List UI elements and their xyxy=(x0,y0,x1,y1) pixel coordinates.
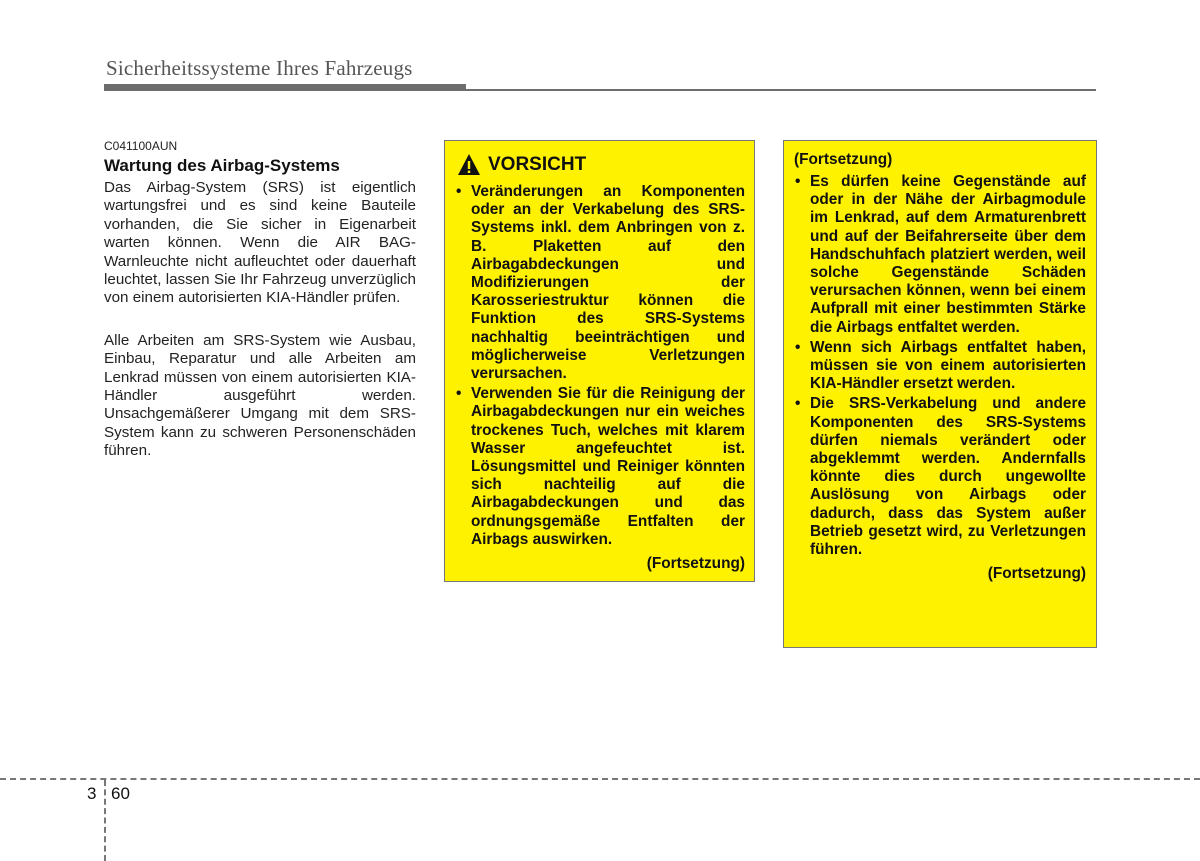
warning-triangle-icon xyxy=(457,153,481,177)
footer-vertical-divider xyxy=(104,780,106,861)
caution-box xyxy=(444,140,755,582)
section-body xyxy=(104,179,416,485)
page-number: 60 xyxy=(111,784,130,803)
section-paragraph: Das Airbag-System (SRS) ist eigentlich wartungsfrei und es sind keine Bauteile vorhanden, die Sie sicher in Eigenarbeit warten können. Wenn die AIR BAG-Warnleuchte nicht aufleuchtet oder dauerhaft leuchtet, lassen Sie Ihr Fahrzeug unverzüglich von einem autorisierten KIA-Händler prüfen. xyxy=(104,179,416,307)
continuation-continued-label: (Fortsetzung) xyxy=(987,565,1086,583)
continuation-item: • Die SRS-Verkabelung und andere Komponenten des SRS-Systems dürfen niemals verändert oder abgeklemmt werden. Andernfalls könnte dies durch ungewollte Auslösung von Airbags oder dadurch, dass das System außer Betrieb gesetzt wird, zu Verletzungen führen. xyxy=(794,395,1086,559)
continuation-title: (Fortsetzung) xyxy=(794,151,893,168)
section-code: C041100AUN xyxy=(104,139,178,153)
caution-title: VORSICHT xyxy=(488,153,587,175)
page-header-title: Sicherheitssysteme Ihres Fahrzeugs xyxy=(106,56,413,80)
continuation-item: • Wenn sich Airbags entfaltet haben, müssen sie von einem autorisierten KIA-Händler ersetzt werden. xyxy=(794,339,1086,394)
chapter-number: 3 xyxy=(87,784,97,803)
caution-item: • Veränderungen an Komponenten oder an der Verkabelung des SRS-Systems inkl. dem Anbringen von z. B. Plaketten auf den Airbagabdeckungen und Modifizierungen der Karosseriestruktur können die Funktion des SRS-Systems nachhaltig beeinträchtigen und möglicherweise Verletzungen verursachen. xyxy=(455,183,745,383)
section-paragraph: Alle Arbeiten am SRS-System wie Ausbau, Einbau, Reparatur und alle Arbeiten am Lenkrad müssen von einem autorisierten KIA-Händler ausgeführt werden. Unsachgemäßerer Umgang mit dem SRS-System kann zu schweren Personenschäden führen. xyxy=(104,331,416,460)
continuation-item: • Es dürfen keine Gegenstände auf oder in der Nähe der Airbagmodule im Lenkrad, auf dem Armaturenbrett und auf der Beifahrerseite über dem Handschuhfach platziert werden, weil solche Gegenstände Schäden verursachen können, wenn bei einem Aufprall mit einer bestimmten Stärke die Airbags entfaltet werden. xyxy=(794,173,1086,337)
footer-divider xyxy=(0,778,1200,780)
section-title: Wartung des Airbag-Systems xyxy=(104,156,340,175)
caution-continued-label: (Fortsetzung) xyxy=(646,555,745,573)
caution-header xyxy=(457,153,586,177)
header-rule-thin xyxy=(466,89,1096,91)
continuation-box xyxy=(783,140,1097,648)
caution-item: • Verwenden Sie für die Reinigung der Airbagabdeckungen nur ein weiches trockenes Tuch, welches mit klarem Wasser angefeuchtet ist. Lösungsmittel und Reiniger könnten sich nachteilig auf die Airbagabdeckungen und das ordnungsgemäße Entfalten der Airbags auswirken. xyxy=(455,385,745,549)
caution-content xyxy=(455,183,745,573)
header-rule-thick xyxy=(104,84,466,91)
continuation-content xyxy=(794,173,1086,583)
